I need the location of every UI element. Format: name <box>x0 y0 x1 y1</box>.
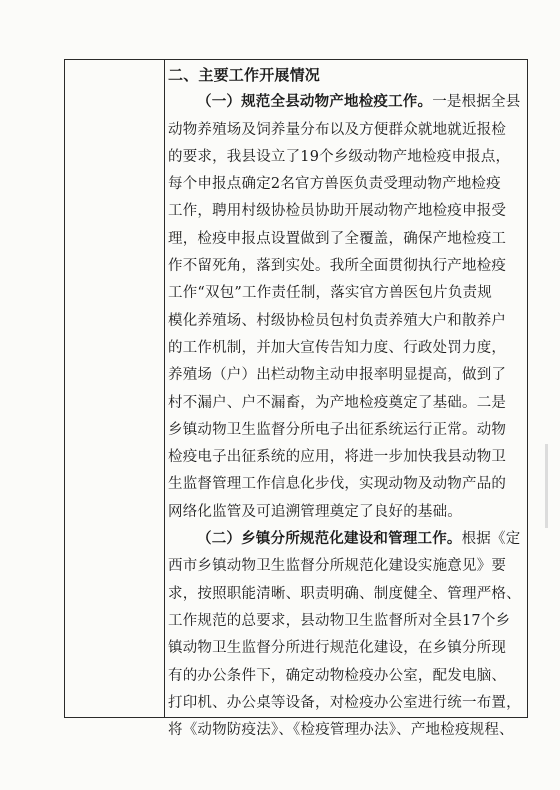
document-body <box>168 62 522 744</box>
paragraph-text: 根据《定 <box>461 531 521 548</box>
paragraph-line: 有的办公条件下，确定动物检疫办公室，配发电脑、 <box>168 667 507 684</box>
paragraph-line: 理，检疫申报点设置做到了全覆盖，确保产地检疫工 <box>168 230 507 247</box>
paragraph-line: 西市乡镇动物卫生监督分所规范化建设实施意见》要 <box>168 558 507 575</box>
paragraph-line <box>168 89 522 116</box>
paragraph-2 <box>168 526 522 744</box>
paragraph-line: 动物养殖场及饲养量分布以及方便群众就地就近报检 <box>168 121 507 138</box>
paragraph-line: 作不留死角，落到实处。我所全面贯彻执行产地检疫 <box>168 258 507 275</box>
paragraph-lead: （一）规范全县动物产地检疫工作。 <box>197 94 433 111</box>
paragraph-line: 每个申报点确定2名官方兽医负责受理动物产地检疫 <box>168 176 501 193</box>
paragraph-line: 工作“双包”工作责任制，落实官方兽医包片负责规 <box>168 285 492 302</box>
paragraph-line: 打印机、办公桌等设备，对检疫办公室进行统一布置， <box>168 694 521 711</box>
paragraph-line: 养殖场（户）出栏动物主动申报率明显提高，做到了 <box>168 367 507 384</box>
paragraph-line: 模化养殖场、村级协检员包村负责养殖大户和散养户 <box>168 312 507 329</box>
paragraph-line: 工作规范的总要求，县动物卫生监督所对全县17个乡 <box>168 612 511 629</box>
paragraph-text: 一是根据全县 <box>432 94 521 111</box>
paragraph-line: 求，按照职能清晰、职责明确、制度健全、管理严格、 <box>168 585 521 602</box>
paragraph-line: 的工作机制，并加大宣传告知力度、行政处罚力度， <box>168 339 507 356</box>
scan-margin-mark <box>545 444 548 528</box>
paragraph-line: 工作，聘用村级协检员协助开展动物产地检疫申报受 <box>168 203 507 220</box>
paragraph-line: 的要求，我县设立了19个乡级动物产地检疫申报点， <box>168 148 511 165</box>
paragraph-line: 乡镇动物卫生监督分所电子出征系统运行正常。动物 <box>168 421 507 438</box>
section-heading: 二、主要工作开展情况 <box>168 66 321 84</box>
paragraph-line: 村不漏户、户不漏畜，为产地检疫奠定了基础。二是 <box>168 394 507 411</box>
paragraph-line: 将《动物防疫法》、《检疫管理办法》、产地检疫规程、 <box>168 722 514 739</box>
paragraph-line <box>168 526 522 553</box>
paragraph-line: 网络化监管及可追溯管理奠定了良好的基础。 <box>168 503 462 520</box>
paragraph-lead: （二）乡镇分所规范化建设和管理工作。 <box>197 531 462 548</box>
paragraph-line: 镇动物卫生监督分所进行规范化建设，在乡镇分所现 <box>168 640 507 657</box>
paragraph-1 <box>168 89 522 526</box>
column-divider <box>164 59 165 718</box>
paragraph-line: 生监督管理工作信息化步伐，实现动物及动物产品的 <box>168 476 507 493</box>
paragraph-line: 检疫电子出征系统的应用，将进一步加快我县动物卫 <box>168 449 507 466</box>
